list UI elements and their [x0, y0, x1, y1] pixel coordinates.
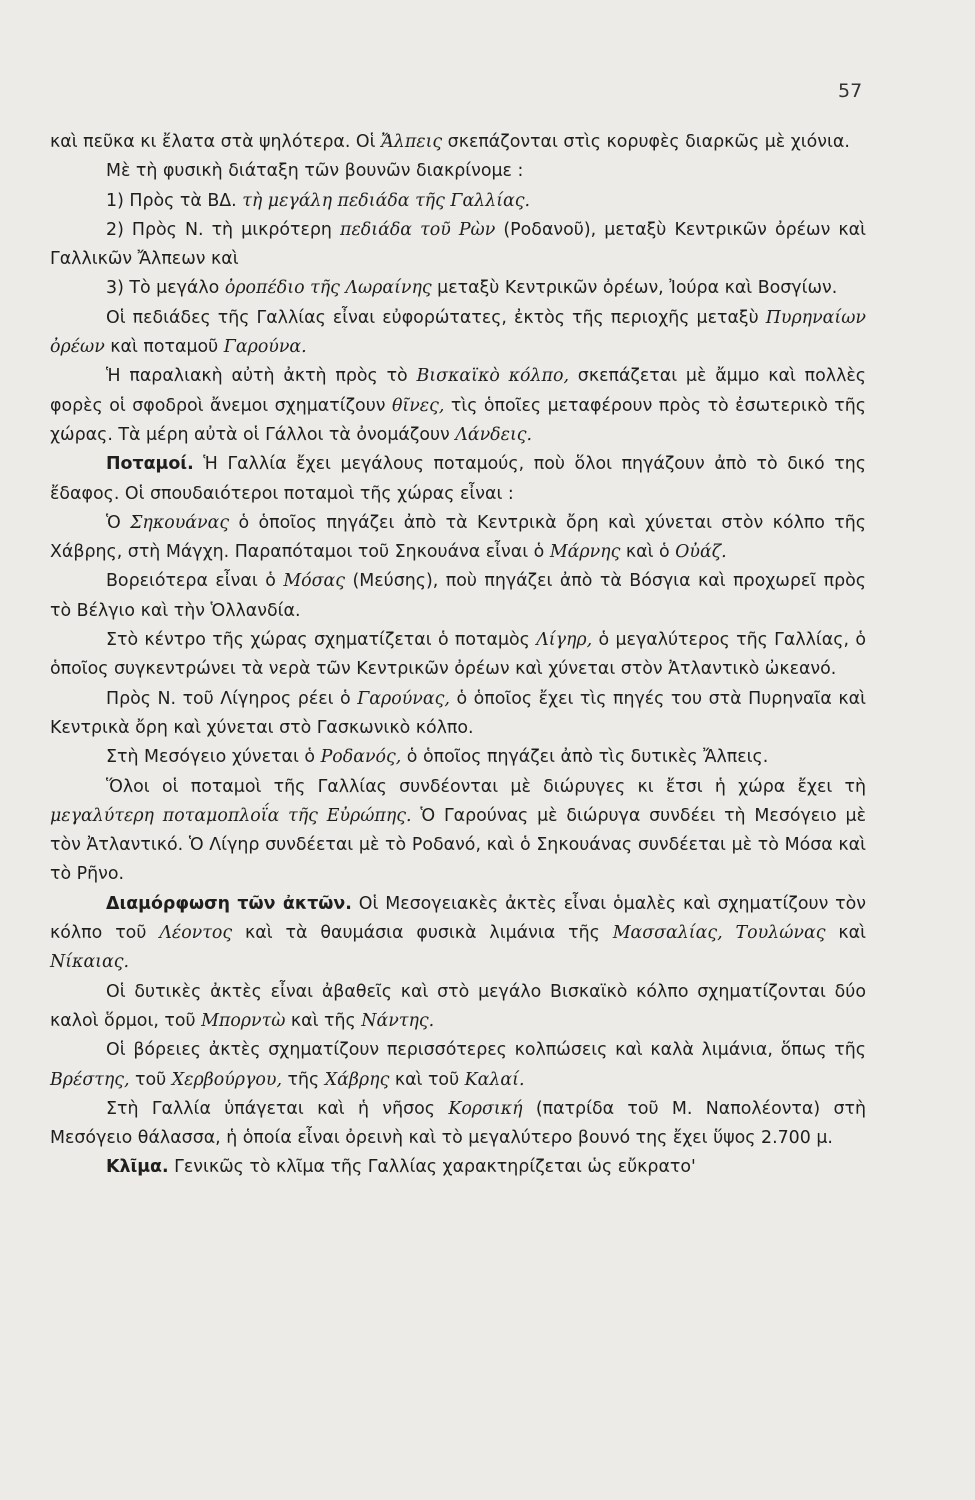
text-run: καὶ ποταμοῦ [104, 337, 224, 358]
text-run: Γαρούνας, [357, 688, 450, 709]
text-run: Λάνδεις. [455, 424, 533, 445]
paragraph [50, 128, 866, 157]
section-heading: Ποταμοί. [106, 454, 194, 475]
text-run: Νάντης. [361, 1010, 435, 1031]
paragraph [50, 1036, 866, 1095]
paragraph [50, 216, 866, 275]
paragraph [50, 978, 866, 1037]
text-run: ὁ ὁποῖος πηγάζει ἀπὸ τὶς δυτικὲς Ἄλπεις. [401, 747, 769, 768]
paragraph [50, 685, 866, 744]
text-run: πεδιάδα τοῦ Ρὼν [340, 219, 496, 240]
text-run: Χάβρης [324, 1069, 390, 1090]
text-run: Στὸ κέντρο τῆς χώρας σχηματίζεται ὁ ποταμὸς [106, 630, 537, 651]
text-run: καὶ τὰ θαυμάσια φυσικὰ λιμάνια τῆς [232, 923, 613, 944]
text-run: Ὁ [106, 512, 131, 533]
text-run: Στὴ Μεσόγειο χύνεται ὁ [106, 747, 321, 768]
paragraph [50, 274, 866, 303]
paragraph [50, 509, 866, 568]
text-run: θῖνες, [391, 395, 445, 416]
text-run: Οἱ βόρειες ἀκτὲς σχηματίζουν περισσότερες κολπώσεις καὶ καλὰ λιμάνια, ὅπως τῆς [106, 1040, 866, 1061]
text-run: (Μεύσης), ποὺ πηγάζει ἀπὸ τὰ Βόσγια καὶ προχωρεῖ πρὸς τὸ Βέλγιο καὶ τὴν Ὁλλανδία. [50, 571, 866, 621]
text-run: Οὐάζ. [675, 542, 727, 563]
text-run: Πυρηναίων ὀρέων [50, 307, 866, 358]
page-text [50, 128, 866, 1183]
text-run: Ροδανός, [320, 747, 402, 768]
paragraph [50, 1095, 866, 1154]
text-run: (Ροδανοῦ), μεταξὺ Κεντρικῶν ὀρέων καὶ Γαλλικῶν Ἄλπεων καὶ [50, 219, 866, 270]
text-run: Οἱ πεδιάδες τῆς Γαλλίας εἶναι εὐφορώτατες, ἐκτὸς τῆς περιοχῆς μεταξὺ [106, 307, 766, 328]
paragraph [50, 890, 866, 978]
text-run: Ἡ Γαλλία ἔχει μεγάλους ποταμούς, ποὺ ὅλοι πηγάζουν ἀπὸ τὸ δικό της ἔδαφος. Οἱ σπουδαιότεροι ποταμοὶ τῆς χώρας εἶναι : [50, 454, 866, 504]
text-run: Γενικῶς τὸ κλῖμα τῆς Γαλλίας χαρακτηρίζεται ὡς εὔκρατο' [168, 1157, 696, 1178]
text-run: καὶ πεῦκα κι ἔλατα στὰ ψηλότερα. Οἱ [50, 132, 382, 152]
text-run: Νίκαιας. [50, 952, 130, 973]
text-run: καὶ ὁ [620, 542, 676, 563]
text-run: καὶ τῆς [285, 1010, 362, 1031]
paragraph [50, 187, 866, 216]
text-run: τὶς ὁποῖες μεταφέρουν πρὸς τὸ ἐσωτερικὸ τῆς χώρας. Τὰ μέρη αὐτὰ οἱ Γάλλοι τὰ ὀνομάζουν [50, 395, 866, 445]
paragraph [50, 157, 866, 186]
paragraph [50, 626, 866, 685]
text-run: Χερβούργου, [171, 1069, 282, 1090]
text-run: Μάρνης [549, 542, 621, 563]
text-run: Καλαί. [464, 1069, 525, 1090]
text-run: 2) Πρὸς Ν. τὴ μικρότερη [106, 219, 341, 240]
text-run: 1) Πρὸς τὰ ΒΔ. [106, 190, 243, 211]
text-run: Κορσική [448, 1098, 523, 1119]
text-run: τὴ μεγάλη πεδιάδα τῆς Γαλλίας. [242, 190, 531, 211]
text-run: Ὁ Γαρούνας μὲ διώρυγα συνδέει τὴ Μεσόγειο μὲ τὸν Ἀτλαντικό. Ὁ Λίγηρ συνδέεται μὲ τὸ Ροδανό, καὶ ὁ Σηκουάνας συνδέεται μὲ τὸ Μόσα καὶ τὸ Ρῆνο. [50, 805, 866, 885]
text-run: Γαρούνα. [223, 337, 307, 358]
text-run: Ὅλοι οἱ ποταμοὶ τῆς Γαλλίας συνδέονται μὲ διώρυγες κι ἔτσι ἡ χώρα ἔχει τὴ [106, 776, 866, 797]
paragraph [50, 773, 866, 890]
text-run: τῆς [281, 1069, 325, 1090]
section-heading: Κλῖμα. [106, 1157, 169, 1178]
text-run: Λίγηρ, [536, 630, 593, 651]
text-run: Στὴ Γαλλία ὑπάγεται καὶ ἡ νῆσος [106, 1098, 449, 1119]
text-run: μεταξὺ Κεντρικῶν ὀρέων, Ἰούρα καὶ Βοσγίων. [431, 278, 838, 299]
text-run: Βορειότερα εἶναι ὁ [106, 571, 284, 592]
text-run: ὁ μεγαλύτερος τῆς Γαλλίας, ὁ ὁποῖος συγκεντρώνει τὰ νερὰ τῶν Κεντρικῶν ὀρέων καὶ χύνεται στὸν Ἀτλαντικὸ ὠκεανό. [50, 630, 866, 680]
text-run: ὁ ὁποῖος ἔχει τὶς πηγές του στὰ Πυρηναῖα καὶ Κεντρικὰ ὄρη καὶ χύνεται στὸ Γασκωνικὸ κόλπο. [50, 688, 866, 738]
text-run: σκεπάζεται μὲ ἄμμο καὶ πολλὲς φορὲς οἱ σφοδροὶ ἄνεμοι σχηματίζουν [50, 366, 866, 416]
text-run: Μασσαλίας, Τουλώνας [612, 923, 826, 944]
text-run: ὁ ὁποῖος πηγάζει ἀπὸ τὰ Κεντρικὰ ὄρη καὶ χύνεται στὸν κόλπο τῆς Χάβρης, στὴ Μάγχη. Παραπόταμοι τοῦ Σηκουάνα εἶναι ὁ [50, 512, 866, 563]
text-run: Οἱ δυτικὲς ἀκτὲς εἶναι ἀβαθεῖς καὶ στὸ μεγάλο Βισκαϊκὸ κόλπο σχηματίζονται δύο καλοὶ ὅρμοι, τοῦ [50, 981, 866, 1031]
paragraph [50, 567, 866, 626]
page-number: 57 [838, 80, 863, 102]
text-run: Μόσας [283, 571, 345, 592]
text-run: Μπορντὼ [201, 1010, 286, 1031]
text-run: (πατρίδα τοῦ Μ. Ναπολέοντα) στὴ Μεσόγειο θάλασσα, ἡ ὁποία εἶναι ὀρεινὴ καὶ τὸ μεγαλύτερο βουνό της ἔχει ὕψος 2.700 μ. [50, 1098, 867, 1149]
paragraph [50, 304, 866, 363]
text-run: Βρέστης, [50, 1069, 130, 1090]
text-run: μεγαλύτερη ποταμοπλοΐα τῆς Εὐρώπης. [50, 805, 412, 826]
text-run: τοῦ [129, 1069, 172, 1090]
paragraph [50, 743, 866, 772]
text-run: 3) Τὸ μεγάλο [106, 278, 225, 299]
text-run: καὶ τοῦ [389, 1069, 465, 1090]
paragraph [50, 1153, 866, 1182]
text-run: Βισκαϊκὸ κόλπο, [416, 366, 569, 387]
paragraph [50, 450, 866, 509]
paragraph [50, 362, 866, 450]
text-run: καὶ [825, 923, 866, 944]
text-run: Οἱ Μεσογειακὲς ἀκτὲς εἶναι ὁμαλὲς καὶ σχηματίζουν τὸν κόλπο τοῦ [50, 893, 867, 944]
text-run: Λέοντος [159, 923, 233, 944]
text-run: ὀροπέδιο τῆς Λωραίνης [224, 278, 432, 299]
text-run: Πρὸς Ν. τοῦ Λίγηρος ρέει ὁ [106, 688, 358, 709]
text-run: Ἄλπεις [381, 132, 443, 152]
text-run: Μὲ τὴ φυσικὴ διάταξη τῶν βουνῶν διακρίνομε : [106, 161, 524, 182]
text-run: Σηκουάνας [130, 512, 230, 533]
text-run: σκεπάζονται στὶς κορυφὲς διαρκῶς μὲ χιόνια. [442, 132, 850, 152]
section-heading: Διαμόρφωση τῶν ἀκτῶν. [106, 893, 352, 914]
text-run: Ἡ παραλιακὴ αὐτὴ ἀκτὴ πρὸς τὸ [106, 366, 417, 387]
